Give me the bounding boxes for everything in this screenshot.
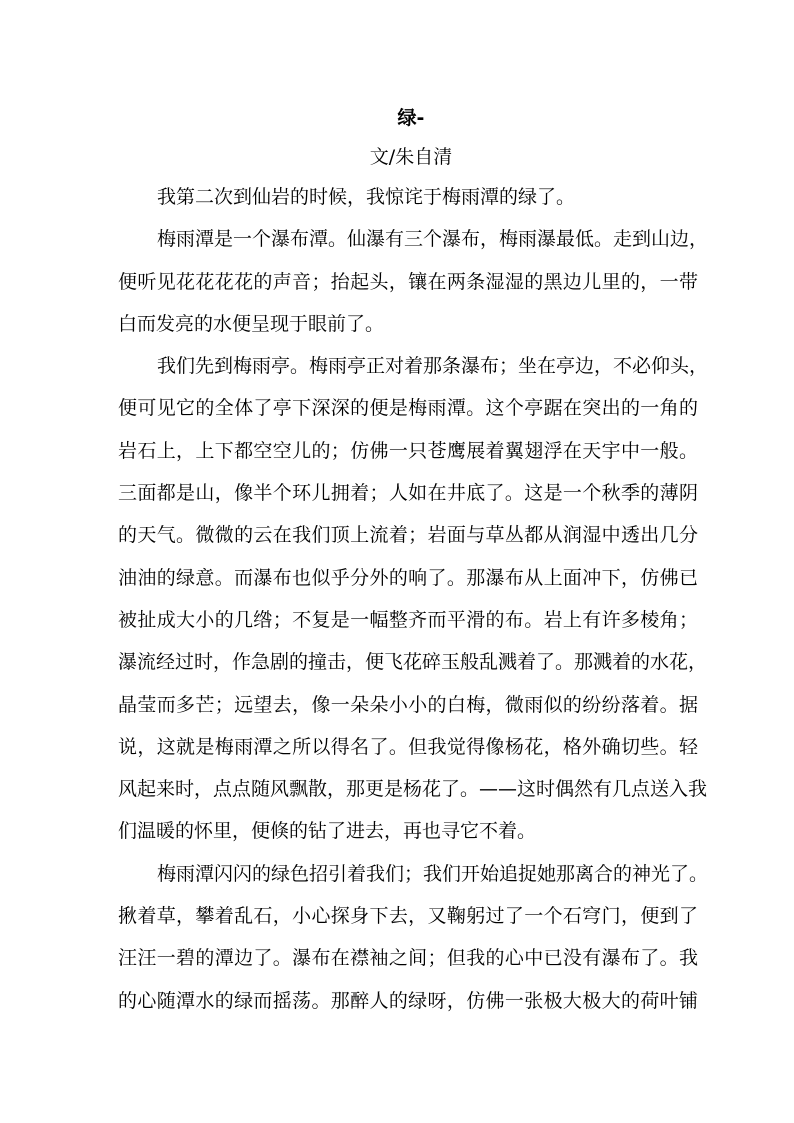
text-line: 说，这就是梅雨潭之所以得名了。但我觉得像杨花，格外确切些。轻 xyxy=(118,735,698,758)
text-line: 们温暖的怀里，便倏的钻了进去，再也寻它不着。 xyxy=(118,820,537,843)
text-line: 梅雨潭是一个瀑布潭。仙瀑有三个瀑布，梅雨瀑最低。走到山边， xyxy=(157,228,709,251)
document-body xyxy=(118,185,709,1031)
text-line: 岩石上，上下都空空儿的；仿佛一只苍鹰展着翼翅浮在天宇中一般。 xyxy=(118,439,698,462)
text-line: 被扯成大小的几绺；不复是一幅整齐而平滑的布。岩上有许多棱角； xyxy=(118,608,698,631)
text-line: 油油的绿意。而瀑布也似乎分外的响了。那瀑布从上面冲下，仿佛已 xyxy=(118,566,698,589)
text-line: 的天气。微微的云在我们顶上流着；岩面与草丛都从润湿中透出几分 xyxy=(118,524,698,547)
text-line: 揪着草，攀着乱石，小心探身下去，又鞠躬过了一个石穹门，便到了 xyxy=(118,905,698,928)
text-line: 我第二次到仙岩的时候，我惊诧于梅雨潭的绿了。 xyxy=(157,186,576,208)
text-line: 的心随潭水的绿而摇荡。那醉人的绿呀，仿佛一张极大极大的荷叶铺 xyxy=(118,989,698,1012)
document-title: 绿- xyxy=(397,107,425,129)
text-line: 我们先到梅雨亭。梅雨亭正对着那条瀑布；坐在亭边，不必仰头， xyxy=(157,355,709,378)
text-line: 瀑流经过时，作急剧的撞击，便飞花碎玉般乱溅着了。那溅着的水花， xyxy=(118,651,708,674)
text-line: 便可见它的全体了亭下深深的便是梅雨潭。这个亭踞在突出的一角的 xyxy=(118,397,698,420)
text-line: 风起来时，点点随风飘散，那更是杨花了。——这时偶然有几点送入我 xyxy=(118,778,708,801)
text-line: 三面都是山，像半个环儿拥着；人如在井底了。这是一个秋季的薄阴 xyxy=(118,482,698,505)
text-line: 梅雨潭闪闪的绿色招引着我们；我们开始追捉她那离合的神光了。 xyxy=(157,862,709,885)
text-line: 白而发亮的水便呈现于眼前了。 xyxy=(118,312,385,335)
text-line: 汪汪一碧的潭边了。瀑布在襟袖之间；但我的心中已没有瀑布了。我 xyxy=(118,947,698,970)
text-line: 晶莹而多芒；远望去，像一朵朵小小的白梅，微雨似的纷纷落着。据 xyxy=(118,693,698,716)
text-line: 便听见花花花花的声音；抬起头，镶在两条湿湿的黑边儿里的，一带 xyxy=(118,270,698,293)
document-byline: 文/朱自清 xyxy=(369,146,453,168)
